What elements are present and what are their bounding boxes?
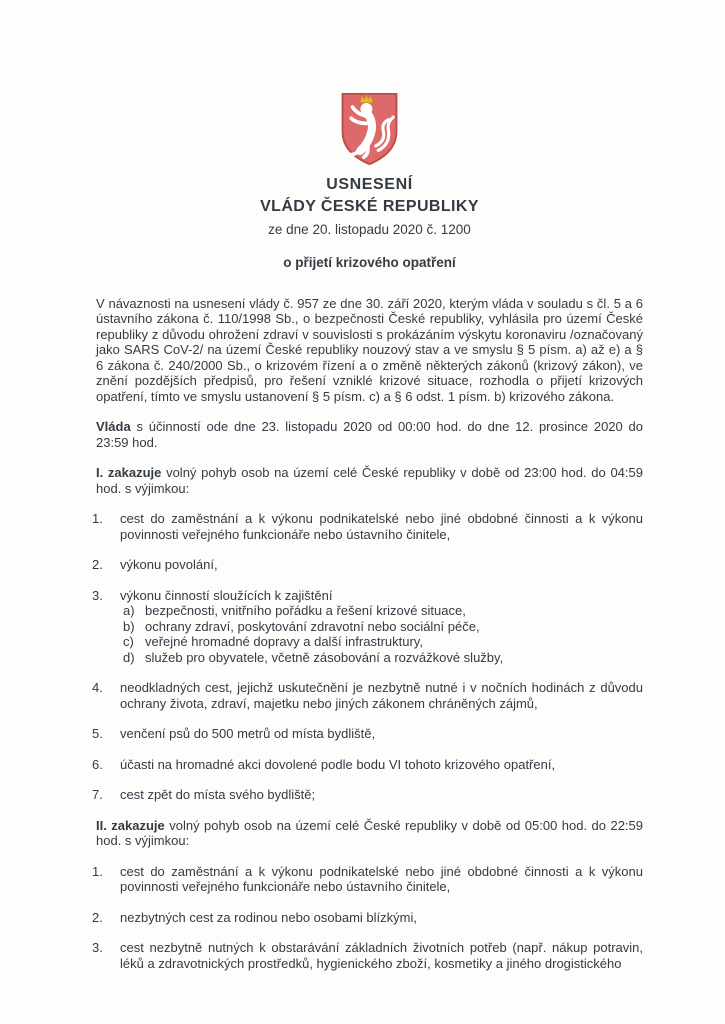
item-number: 2. xyxy=(92,557,103,572)
item-body xyxy=(120,864,643,895)
document-title: USNESENÍ xyxy=(326,176,413,193)
item-text: cest zpět do místa svého bydliště; xyxy=(120,787,316,802)
sub-item xyxy=(120,634,643,650)
document-subtitle: VLÁDY ČESKÉ REPUBLIKY xyxy=(260,198,479,215)
item-number: 3. xyxy=(92,940,103,955)
item-number: 5. xyxy=(92,726,103,741)
section-2-heading xyxy=(96,818,643,849)
list-item xyxy=(92,557,643,573)
list-item xyxy=(92,511,643,542)
item-number: 6. xyxy=(92,756,103,772)
sub-item xyxy=(120,619,643,635)
item-number: 7. xyxy=(92,787,103,802)
item-text: neodkladných cest, jejichž uskutečnění je nezbytně nutné i v nočních hodinách z důvodu ochrany života, zdraví, majetku nebo jiných zákonem chráněných zájmů, xyxy=(120,680,643,711)
item-text: výkonu činností sloužících k zajištění xyxy=(120,587,333,603)
item-text: cest do zaměstnání a k výkonu podnikatelské nebo jiné obdobné činnosti a k výkonu povinnosti veřejného funkcionáře nebo ústavního činitele, xyxy=(120,863,643,894)
sub-item-text: ochrany zdraví, poskytování zdravotní nebo sociální péče, xyxy=(145,618,480,634)
item-body xyxy=(120,588,643,666)
sub-list xyxy=(120,603,643,665)
list-item xyxy=(92,756,643,773)
item-text: cest nezbytně nutných k obstarávání základních životních potřeb (např. nákup potravin, léků a zdravotnických prostředků, hygienického zboží, kosmetiky a jiného drogistického xyxy=(120,940,643,971)
item-text: výkonu povolání, xyxy=(120,557,218,572)
section-2-rest: volný pohyb osob na území celé České republiky v době od 05:00 hod. do 22:59 hod. s výjimkou: xyxy=(96,817,643,848)
effective-lead: Vláda xyxy=(96,419,131,434)
item-body xyxy=(120,940,643,971)
list-item xyxy=(92,940,643,971)
section-1-lead: I. zakazuje xyxy=(96,465,162,480)
item-number: 1. xyxy=(92,863,103,879)
section-1-list xyxy=(92,511,643,803)
list-item xyxy=(92,787,643,803)
sub-item-text: veřejné hromadné dopravy a další infrastruktury, xyxy=(145,634,423,649)
sub-item xyxy=(120,650,643,666)
sub-item-letter: c) xyxy=(123,634,134,649)
subject-line: o přijetí krizového opatření xyxy=(283,255,456,270)
effective-rest: s účinností ode dne 23. listopadu 2020 od 00:00 hod. do dne 12. prosince 2020 do 23:59 hod. xyxy=(96,419,643,450)
item-body xyxy=(120,910,643,926)
list-item xyxy=(92,587,643,666)
item-text: cest do zaměstnání a k výkonu podnikatelské nebo jiné obdobné činnosti a k výkonu povinnosti veřejného funkcionáře nebo ústavního činitele, xyxy=(120,511,643,542)
sub-item-letter: a) xyxy=(123,603,135,618)
item-number: 3. xyxy=(92,587,103,603)
item-body xyxy=(120,757,643,773)
section-1-heading xyxy=(96,465,643,496)
sub-item-text: bezpečnosti, vnitřního pořádku a řešení krizové situace, xyxy=(145,603,466,618)
effective-paragraph xyxy=(96,419,643,450)
section-2-lead: II. zakazuje xyxy=(96,817,165,833)
document-header xyxy=(96,92,643,271)
list-item xyxy=(92,863,643,895)
sub-item-letter: d) xyxy=(123,649,135,665)
item-body xyxy=(120,680,643,711)
section-2-list xyxy=(92,863,643,972)
item-body xyxy=(120,511,643,542)
item-number: 2. xyxy=(92,909,103,925)
list-item xyxy=(92,909,643,926)
sub-item-text: služeb pro obyvatele, včetně zásobování a rozvážkové služby, xyxy=(145,649,504,665)
item-text: účasti na hromadné akci dovolené podle bodu VI tohoto krizového opatření, xyxy=(120,756,556,772)
section-1-rest: volný pohyb osob na území celé České republiky v době od 23:00 hod. do 04:59 hod. s výjimkou: xyxy=(96,465,643,496)
item-number: 4. xyxy=(92,680,103,695)
date-line: ze dne 20. listopadu 2020 č. 1200 xyxy=(268,222,471,237)
list-item xyxy=(92,680,643,711)
intro-paragraph: V návaznosti na usnesení vlády č. 957 ze dne 30. září 2020, kterým vláda v souladu s čl. 5 a 6 ústavního zákona č. 110/1998 Sb., o bezpečnosti České republiky, vyhlásila pro území České republiky z důvodu ohrožení zdraví v souvislosti s prokázáním výskytu koronaviru /označovaný jako SARS CoV-2/ na území České republiky nouzový stav a ve smyslu § 5 písm. a) až e) a § 6 zákona č. 240/2000 Sb., o krizovém řízení a o změně některých zákonů (krizový zákon), ve znění pozdějších předpisů, pro řešení vzniklé krizové situace, rozhodla o přijetí krizových opatření, tímto ve smyslu ustanovení § 5 písm. c) a § 6 odst. 1 písm. b) krizového zákona. xyxy=(96,295,643,404)
item-text: nezbytných cest za rodinou nebo osobami blízkými, xyxy=(120,909,417,925)
czech-coat-of-arms-icon xyxy=(338,92,401,166)
sub-item-letter: b) xyxy=(123,618,135,634)
sub-item xyxy=(120,603,643,619)
item-body xyxy=(120,726,643,742)
item-number: 1. xyxy=(92,511,103,526)
item-body xyxy=(120,557,643,573)
item-body xyxy=(120,787,643,803)
item-text: venčení psů do 500 metrů od místa bydliště, xyxy=(120,726,376,741)
list-item xyxy=(92,726,643,742)
